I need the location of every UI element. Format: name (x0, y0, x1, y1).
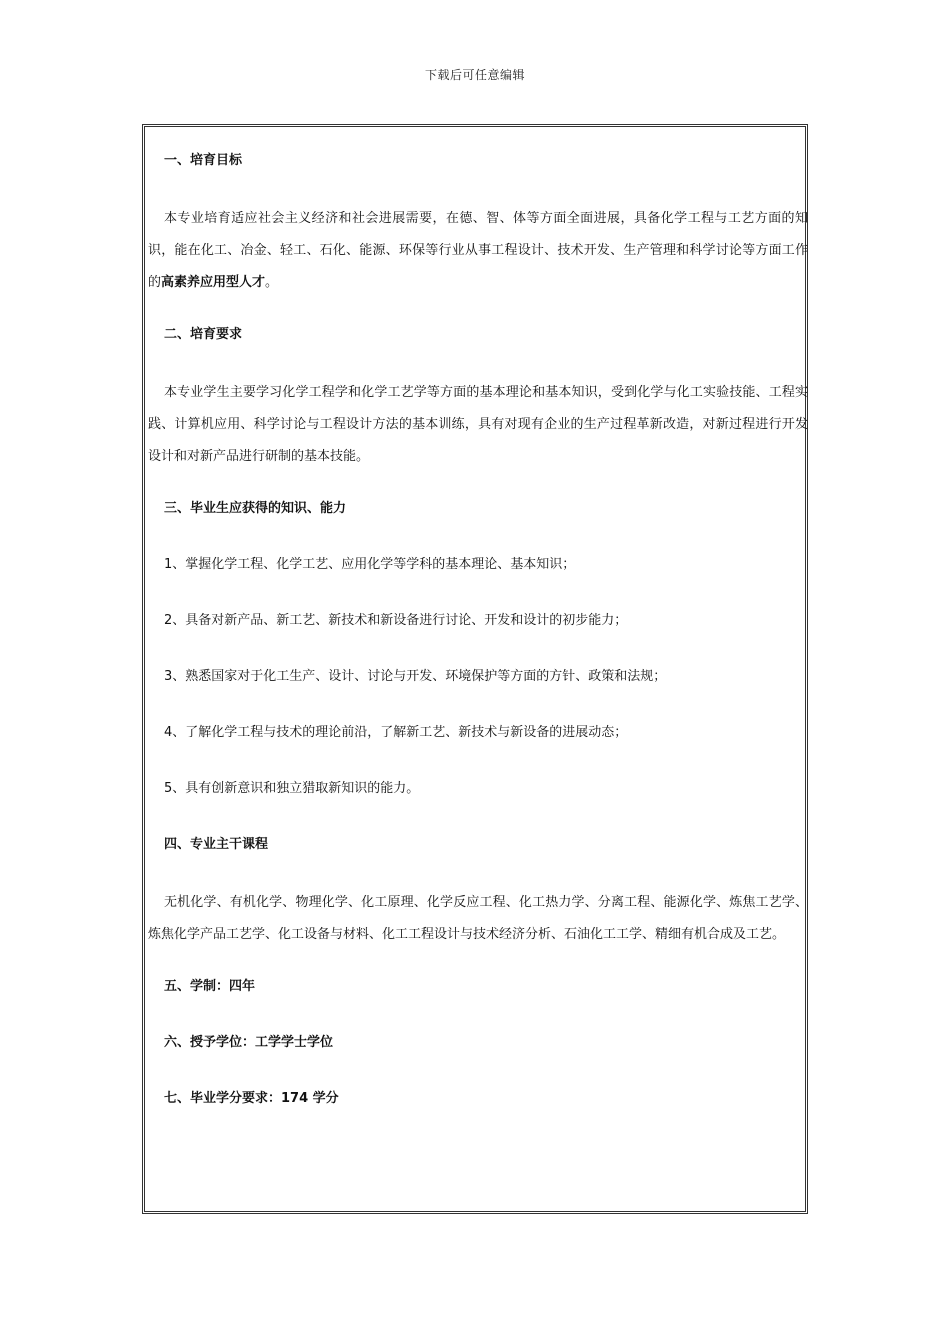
core-courses-paragraph: 无机化学、有机化学、物理化学、化工原理、化学反应工程、化工热力学、分离工程、能源化学、炼焦工艺学、炼焦化学产品工艺学、化工设备与材料、化工工程设计与技术经济分析、石油化工工学、精细有机合成及工艺。 (148, 895, 808, 942)
section-heading-degree: 六、授予学位：工学学士学位 (164, 1035, 334, 1050)
ability-item: 4、了解化学工程与技术的理论前沿，了解新工艺、新技术与新设备的进展动态； (164, 725, 628, 740)
section-heading-graduate-abilities: 三、毕业生应获得的知识、能力 (164, 501, 347, 516)
training-goal-end: 。 (265, 275, 279, 290)
page-header-note: 下载后可任意编辑 (424, 68, 525, 82)
ability-item: 1、掌握化学工程、化学工艺、应用化学等学科的基本理论、基本知识； (164, 557, 576, 572)
training-goal-paragraph (148, 203, 808, 299)
section-heading-duration: 五、学制：四年 (164, 979, 256, 994)
document-frame (142, 124, 808, 1214)
training-goal-emphasis: 高素养应用型人才 (161, 275, 266, 290)
ability-item: 5、具有创新意识和独立猎取新知识的能力。 (164, 781, 420, 796)
section-heading-training-requirements: 二、培育要求 (164, 327, 243, 342)
section-heading-core-courses: 四、专业主干课程 (164, 837, 269, 852)
ability-item: 3、熟悉国家对于化工生产、设计、讨论与开发、环境保护等方面的方针、政策和法规； (164, 669, 667, 684)
section-heading-credits: 七、毕业学分要求：174 学分 (164, 1091, 339, 1106)
training-requirements-paragraph: 本专业学生主要学习化学工程学和化学工艺学等方面的基本理论和基本知识，受到化学与化工实验技能、工程实践、计算机应用、科学讨论与工程设计方法的基本训练，具有对现有企业的生产过程革新改造，对新过程进行开发设计和对新产品进行研制的基本技能。 (148, 385, 808, 464)
document-content (148, 147, 808, 1141)
ability-item: 2、具备对新产品、新工艺、新技术和新设备进行讨论、开发和设计的初步能力； (164, 613, 628, 628)
training-goal-text: 本专业培育适应社会主义经济和社会进展需要，在德、智、体等方面全面进展，具备化学工程与工艺方面的知识，能在化工、冶金、轻工、石化、能源、环保等行业从事工程设计、技术开发、生产管理和科学讨论等方面工作的 (148, 211, 808, 290)
section-heading-training-goal: 一、培育目标 (164, 153, 243, 168)
